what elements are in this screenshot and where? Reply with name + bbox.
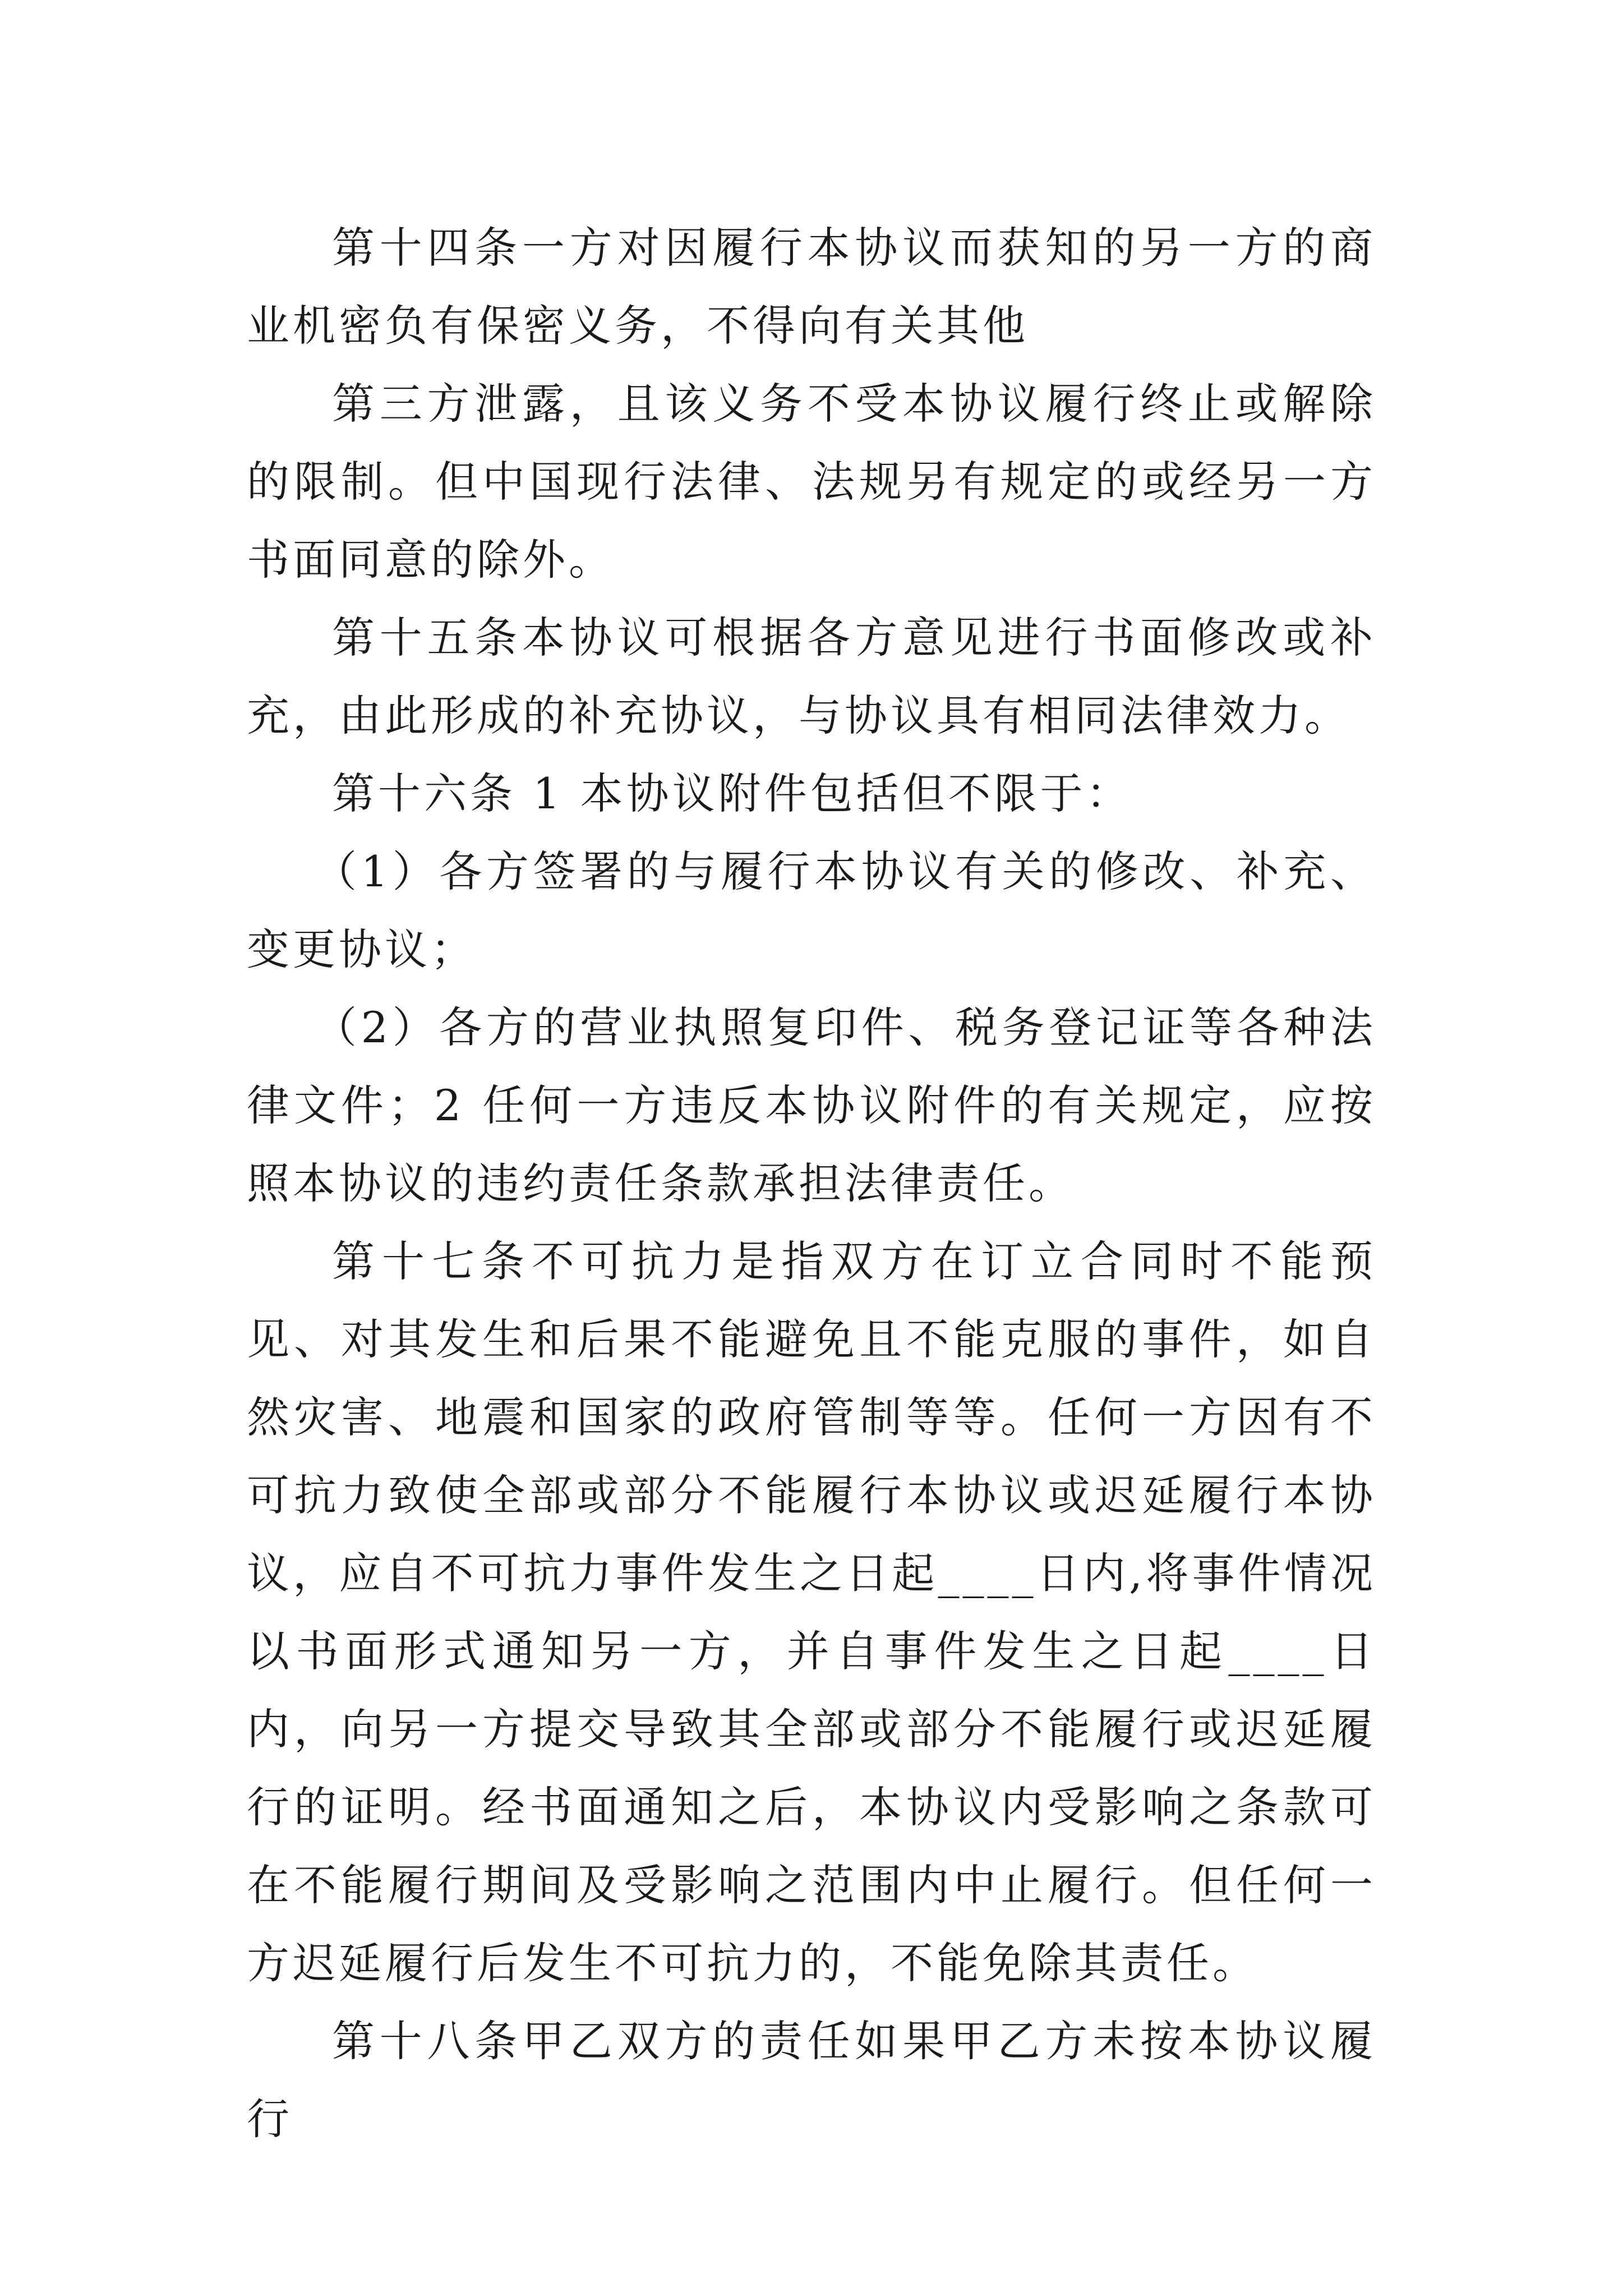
paragraph-article-16-item-1: （1）各方签署的与履行本协议有关的修改、补充、变更协议； xyxy=(247,846,1376,974)
paragraph-article-18: 第十八条甲乙双方的责任如果甲乙方未按本协议履行 xyxy=(247,2016,1376,2144)
paragraph-article-17: 第十七条不可抗力是指双方在订立合同时不能预见、对其发生和后果不能避免且不能克服的事件，如自然灾害、地震和国家的政府管制等等。任何一方因有不可抗力致使全部或部分不能履行本协议或迟延履行本协议，应自不可抗力事件发生之日起____日内,将事件情况以书面形式通知另一方，并自事件发生之日起____日内，向另一方提交导致其全部或部分不能履行或迟延履行的证明。经书面通知之后，本协议内受影响之条款可在不能履行期间及受影响之范围内中止履行。但任何一方迟延履行后发生不可抗力的，不能免除其责任。 xyxy=(247,1236,1376,1988)
paragraph-article-14: 第十四条一方对因履行本协议而获知的另一方的商业机密负有保密义务，不得向有关其他 xyxy=(247,223,1376,351)
document-body xyxy=(247,209,1376,2158)
paragraph-article-15: 第十五条本协议可根据各方意见进行书面修改或补充，由此形成的补充协议，与协议具有相同法律效力。 xyxy=(247,613,1376,740)
paragraph-article-16: 第十六条 1 本协议附件包括但不限于： xyxy=(332,769,1132,818)
paragraph-article-16-item-2: （2）各方的营业执照复印件、税务登记证等各种法律文件；2 任何一方违反本协议附件的有关规定，应按照本协议的违约责任条款承担法律责任。 xyxy=(247,1002,1376,1208)
paragraph-article-14-continued: 第三方泄露，且该义务不受本协议履行终止或解除的限制。但中国现行法律、法规另有规定的或经另一方书面同意的除外。 xyxy=(247,379,1376,585)
